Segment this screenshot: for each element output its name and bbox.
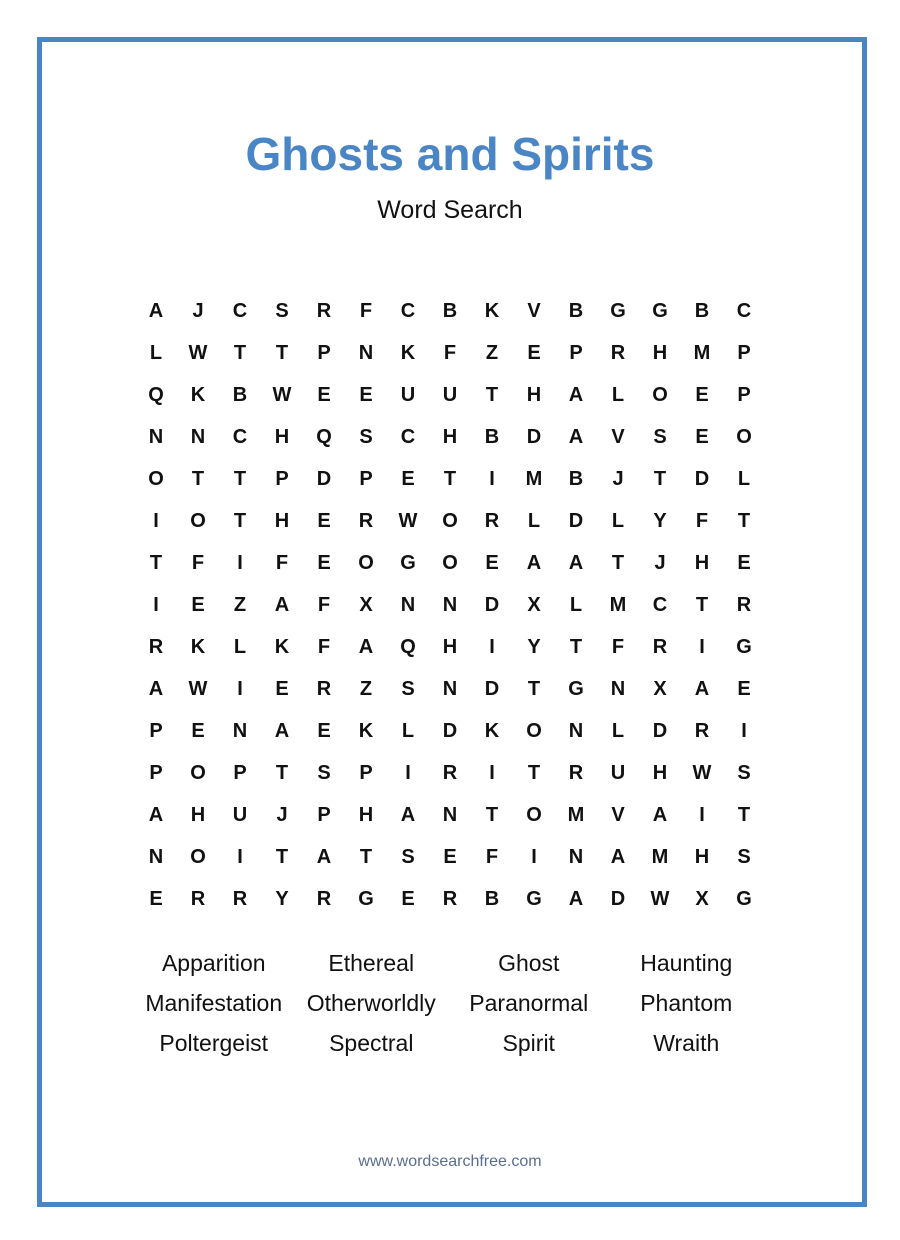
letter-grid: [135, 290, 765, 920]
grid-letter: E: [401, 887, 415, 910]
grid-letter: K: [190, 635, 206, 658]
grid-letter: S: [275, 299, 289, 322]
grid-letter: H: [442, 635, 458, 658]
grid-letter: A: [400, 803, 416, 826]
grid-letter: F: [359, 299, 373, 322]
grid-letter: X: [527, 593, 541, 616]
grid-letter: E: [527, 341, 541, 364]
grid-letter: G: [358, 887, 374, 910]
grid-letter: P: [737, 341, 751, 364]
grid-letter: I: [237, 845, 243, 868]
grid-letter: M: [567, 803, 585, 826]
grid-letter: O: [736, 425, 752, 448]
grid-letter: E: [443, 845, 457, 868]
grid-letter: R: [694, 719, 710, 742]
grid-letter: H: [274, 509, 290, 532]
grid-letter: G: [400, 551, 416, 574]
grid-letter: O: [442, 551, 458, 574]
grid-letter: O: [526, 803, 542, 826]
grid-letter: Q: [400, 635, 416, 658]
word-list-item: Ghost: [498, 949, 560, 976]
grid-letter: H: [652, 341, 668, 364]
grid-letter: C: [400, 299, 416, 322]
grid-letter: P: [317, 803, 331, 826]
grid-letter: D: [316, 467, 332, 490]
grid-letter: L: [737, 467, 751, 490]
grid-letter: P: [149, 719, 163, 742]
grid-letter: F: [275, 551, 289, 574]
grid-letter: W: [692, 761, 712, 784]
grid-letter: R: [316, 887, 332, 910]
grid-letter: H: [274, 425, 290, 448]
grid-letter: H: [652, 761, 668, 784]
grid-letter: T: [527, 677, 541, 700]
grid-letter: T: [737, 509, 751, 532]
grid-letter: C: [736, 299, 752, 322]
footer-url: www.wordsearchfree.com: [358, 1153, 542, 1170]
grid-letter: O: [190, 509, 206, 532]
grid-letter: L: [149, 341, 163, 364]
grid-letter: G: [610, 299, 626, 322]
grid-letter: I: [531, 845, 537, 868]
grid-letter: P: [233, 761, 247, 784]
grid-letter: W: [188, 677, 208, 700]
grid-letter: T: [275, 845, 289, 868]
grid-letter: Q: [316, 425, 332, 448]
grid-letter: Z: [233, 593, 247, 616]
grid-letter: L: [401, 719, 415, 742]
grid-letter: F: [317, 635, 331, 658]
grid-letter: S: [737, 761, 751, 784]
grid-letter: T: [737, 803, 751, 826]
grid-letter: B: [568, 299, 584, 322]
grid-letter: M: [693, 341, 711, 364]
grid-letter: B: [484, 425, 500, 448]
grid-letter: F: [611, 635, 625, 658]
grid-letter: A: [568, 383, 584, 406]
grid-letter: A: [274, 719, 290, 742]
grid-letter: T: [485, 803, 499, 826]
grid-letter: O: [190, 761, 206, 784]
grid-letter: X: [653, 677, 667, 700]
grid-letter: Z: [485, 341, 499, 364]
grid-letter: B: [442, 299, 458, 322]
grid-letter: U: [400, 383, 416, 406]
grid-letter: C: [652, 593, 668, 616]
grid-letter: A: [316, 845, 332, 868]
word-list-item: Manifestation: [145, 989, 283, 1016]
grid-letter: R: [484, 509, 500, 532]
grid-letter: R: [316, 677, 332, 700]
grid-letter: I: [741, 719, 747, 742]
grid-letter: O: [652, 383, 668, 406]
grid-letter: T: [359, 845, 373, 868]
grid-letter: I: [699, 803, 705, 826]
grid-letter: O: [442, 509, 458, 532]
grid-letter: X: [359, 593, 373, 616]
grid-letter: H: [694, 845, 710, 868]
grid-letter: B: [484, 887, 500, 910]
grid-letter: G: [652, 299, 668, 322]
grid-letter: I: [489, 761, 495, 784]
grid-letter: T: [569, 635, 583, 658]
page-title: Ghosts and Spirits: [245, 128, 655, 180]
grid-letter: S: [317, 761, 331, 784]
grid-letter: T: [695, 593, 709, 616]
grid-letter: E: [401, 467, 415, 490]
grid-letter: N: [232, 719, 248, 742]
grid-letter: S: [737, 845, 751, 868]
grid-letter: R: [610, 341, 626, 364]
grid-letter: R: [442, 761, 458, 784]
grid-letter: T: [149, 551, 163, 574]
grid-letter: R: [568, 761, 584, 784]
grid-letter: T: [611, 551, 625, 574]
grid-letter: C: [232, 299, 248, 322]
grid-letter: N: [442, 593, 458, 616]
grid-letter: I: [237, 677, 243, 700]
grid-letter: E: [737, 677, 751, 700]
word-list-item: Spirit: [502, 1029, 555, 1056]
grid-letter: F: [485, 845, 499, 868]
grid-letter: T: [443, 467, 457, 490]
grid-letter: R: [190, 887, 206, 910]
grid-letter: H: [694, 551, 710, 574]
grid-letter: K: [274, 635, 290, 658]
grid-letter: E: [275, 677, 289, 700]
grid-letter: R: [232, 887, 248, 910]
grid-letter: Y: [527, 635, 541, 658]
grid-letter: N: [190, 425, 206, 448]
grid-letter: D: [694, 467, 710, 490]
grid-letter: N: [442, 677, 458, 700]
grid-letter: P: [359, 467, 373, 490]
grid-letter: M: [651, 845, 669, 868]
grid-letter: P: [359, 761, 373, 784]
grid-letter: E: [191, 719, 205, 742]
grid-letter: U: [232, 803, 248, 826]
grid-letter: L: [611, 509, 625, 532]
grid-letter: T: [275, 341, 289, 364]
grid-letter: A: [610, 845, 626, 868]
grid-letter: E: [149, 887, 163, 910]
grid-letter: R: [358, 509, 374, 532]
grid-letter: T: [191, 467, 205, 490]
grid-letter: M: [609, 593, 627, 616]
grid-letter: I: [489, 635, 495, 658]
grid-letter: P: [737, 383, 751, 406]
grid-letter: N: [358, 341, 374, 364]
grid-letter: N: [148, 425, 164, 448]
grid-letter: T: [653, 467, 667, 490]
grid-letter: F: [317, 593, 331, 616]
grid-letter: O: [148, 467, 164, 490]
grid-letter: T: [527, 761, 541, 784]
word-list: [135, 943, 765, 1063]
grid-letter: A: [694, 677, 710, 700]
grid-letter: A: [148, 299, 164, 322]
grid-letter: O: [526, 719, 542, 742]
grid-letter: I: [489, 467, 495, 490]
grid-letter: H: [442, 425, 458, 448]
grid-letter: P: [149, 761, 163, 784]
grid-letter: G: [736, 887, 752, 910]
grid-letter: E: [695, 425, 709, 448]
grid-letter: L: [611, 383, 625, 406]
grid-letter: D: [610, 887, 626, 910]
grid-letter: H: [526, 383, 542, 406]
grid-letter: R: [316, 299, 332, 322]
grid-letter: K: [400, 341, 416, 364]
grid-letter: J: [654, 551, 666, 574]
grid-letter: R: [736, 593, 752, 616]
grid-letter: R: [652, 635, 668, 658]
grid-letter: V: [527, 299, 541, 322]
grid-letter: R: [442, 887, 458, 910]
grid-letter: D: [526, 425, 542, 448]
grid-letter: N: [400, 593, 416, 616]
grid-letter: S: [359, 425, 373, 448]
grid-letter: P: [275, 467, 289, 490]
grid-letter: X: [695, 887, 709, 910]
grid-letter: U: [610, 761, 626, 784]
grid-letter: K: [484, 719, 500, 742]
grid-letter: Z: [359, 677, 373, 700]
grid-letter: S: [401, 677, 415, 700]
grid-letter: J: [612, 467, 624, 490]
grid-letter: Q: [148, 383, 164, 406]
grid-letter: H: [190, 803, 206, 826]
grid-letter: W: [272, 383, 292, 406]
grid-letter: E: [317, 719, 331, 742]
grid-letter: E: [317, 383, 331, 406]
grid-letter: A: [358, 635, 374, 658]
word-list-item: Otherworldly: [306, 989, 436, 1016]
grid-letter: Y: [653, 509, 667, 532]
grid-letter: N: [568, 845, 584, 868]
grid-letter: A: [568, 887, 584, 910]
grid-letter: L: [611, 719, 625, 742]
grid-letter: O: [358, 551, 374, 574]
grid-letter: E: [317, 551, 331, 574]
word-list-item: Haunting: [640, 949, 733, 976]
word-list-item: Spectral: [329, 1029, 414, 1056]
grid-letter: I: [699, 635, 705, 658]
grid-letter: K: [484, 299, 500, 322]
grid-letter: K: [190, 383, 206, 406]
grid-letter: M: [525, 467, 543, 490]
word-list-item: Paranormal: [469, 989, 589, 1016]
grid-letter: V: [611, 425, 625, 448]
grid-letter: S: [653, 425, 667, 448]
grid-letter: A: [568, 425, 584, 448]
grid-letter: P: [569, 341, 583, 364]
grid-letter: D: [484, 677, 500, 700]
grid-letter: I: [153, 509, 159, 532]
grid-letter: G: [526, 887, 542, 910]
grid-letter: A: [568, 551, 584, 574]
page-subtitle: Word Search: [377, 196, 523, 224]
grid-letter: A: [274, 593, 290, 616]
word-list-item: Apparition: [161, 949, 266, 976]
grid-letter: I: [237, 551, 243, 574]
grid-letter: J: [276, 803, 288, 826]
grid-letter: W: [398, 509, 418, 532]
grid-letter: C: [400, 425, 416, 448]
grid-letter: T: [233, 341, 247, 364]
grid-letter: E: [317, 509, 331, 532]
grid-letter: G: [736, 635, 752, 658]
grid-letter: H: [358, 803, 374, 826]
grid-letter: L: [569, 593, 583, 616]
grid-letter: L: [527, 509, 541, 532]
grid-letter: O: [190, 845, 206, 868]
grid-letter: B: [232, 383, 248, 406]
grid-letter: W: [650, 887, 670, 910]
grid-letter: Y: [275, 887, 289, 910]
grid-letter: D: [568, 509, 584, 532]
grid-letter: T: [233, 509, 247, 532]
grid-letter: D: [442, 719, 458, 742]
grid-letter: A: [526, 551, 542, 574]
grid-letter: E: [359, 383, 373, 406]
grid-letter: U: [442, 383, 458, 406]
grid-letter: T: [485, 383, 499, 406]
grid-letter: F: [695, 509, 709, 532]
grid-letter: B: [568, 467, 584, 490]
grid-letter: E: [485, 551, 499, 574]
grid-letter: N: [148, 845, 164, 868]
grid-letter: S: [401, 845, 415, 868]
grid-letter: I: [405, 761, 411, 784]
grid-letter: N: [610, 677, 626, 700]
grid-letter: A: [148, 677, 164, 700]
grid-letter: C: [232, 425, 248, 448]
grid-letter: F: [191, 551, 205, 574]
grid-letter: K: [358, 719, 374, 742]
grid-letter: J: [192, 299, 204, 322]
word-list-item: Phantom: [640, 989, 733, 1016]
grid-letter: L: [233, 635, 247, 658]
grid-letter: F: [443, 341, 457, 364]
grid-letter: A: [148, 803, 164, 826]
grid-letter: D: [484, 593, 500, 616]
grid-letter: E: [191, 593, 205, 616]
grid-letter: R: [148, 635, 164, 658]
grid-letter: T: [233, 467, 247, 490]
grid-letter: N: [442, 803, 458, 826]
grid-letter: T: [275, 761, 289, 784]
grid-letter: B: [694, 299, 710, 322]
grid-letter: A: [652, 803, 668, 826]
grid-letter: G: [568, 677, 584, 700]
grid-letter: P: [317, 341, 331, 364]
grid-letter: E: [737, 551, 751, 574]
grid-letter: W: [188, 341, 208, 364]
word-list-item: Poltergeist: [159, 1029, 269, 1056]
grid-letter: D: [652, 719, 668, 742]
word-list-item: Wraith: [653, 1029, 720, 1056]
word-list-item: Ethereal: [328, 949, 415, 976]
grid-letter: N: [568, 719, 584, 742]
grid-letter: E: [695, 383, 709, 406]
grid-letter: I: [153, 593, 159, 616]
grid-letter: V: [611, 803, 625, 826]
